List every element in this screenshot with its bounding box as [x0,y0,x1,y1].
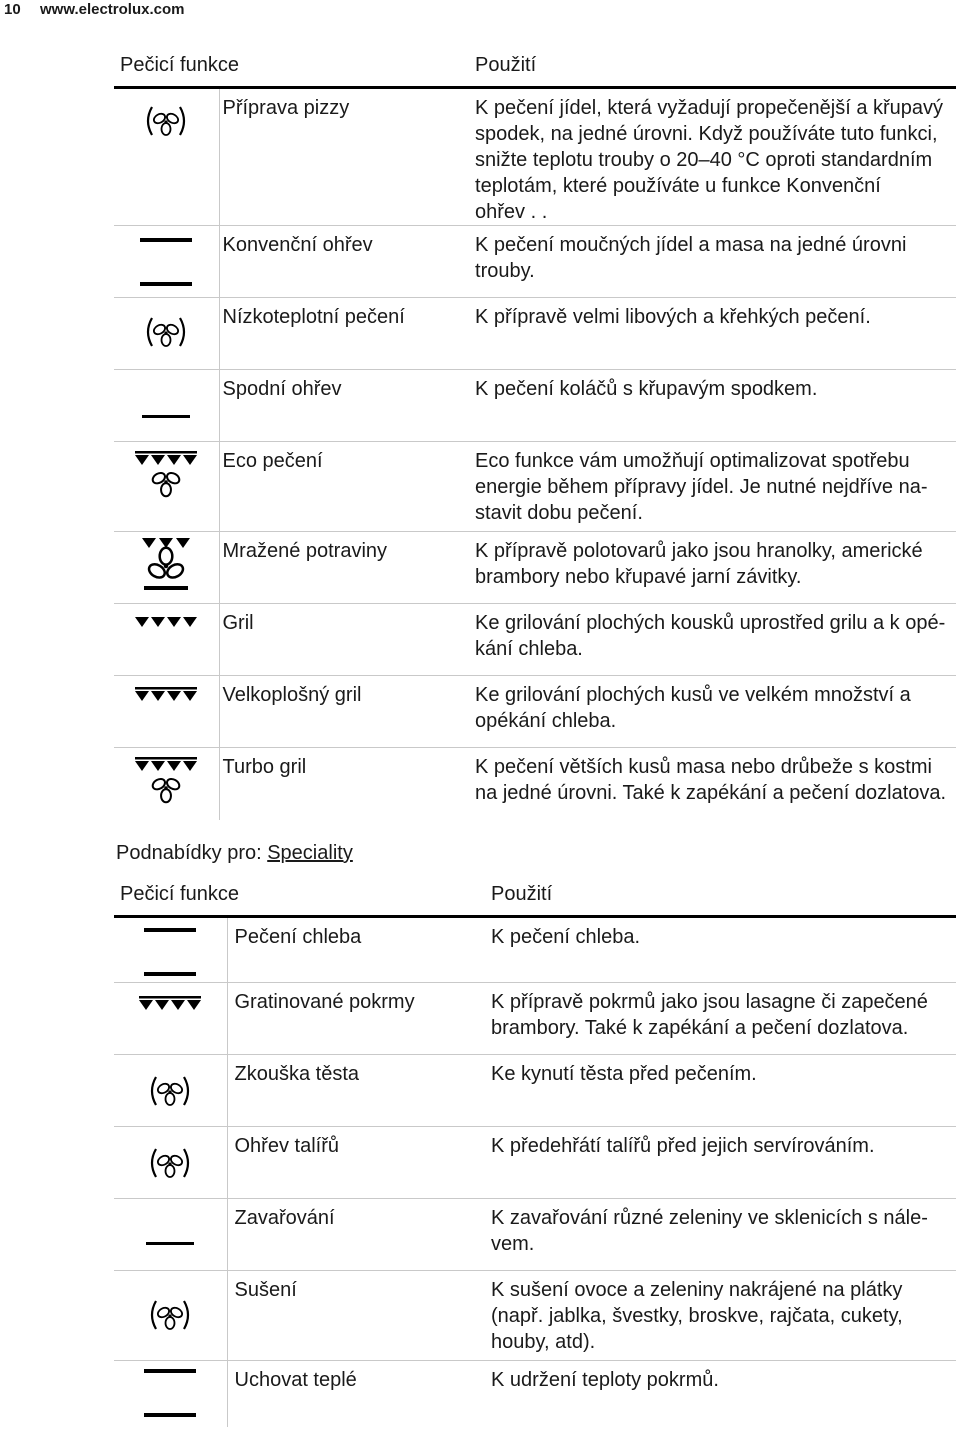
function-name: Spodní ohřev [222,378,342,400]
table-row [114,1127,956,1199]
function-name: Gratinované pokrmy [234,991,415,1013]
table-row [114,1361,956,1427]
column-header-function: Pečicí funkce [120,54,239,76]
function-name: Ohřev talířů [234,1135,339,1157]
table-row [114,370,956,442]
function-name: Příprava pizzy [222,97,350,119]
grill-fan-icon [114,450,219,500]
table-row [114,983,956,1055]
bottom-heat-icon [114,1239,227,1249]
full-grill-icon [114,995,227,1011]
bottom-heat-icon [114,412,219,422]
table-row [114,1199,956,1271]
function-name: Zavařování [234,1207,335,1229]
function-use: Ke kynutí těsta před pečením. [491,1063,757,1085]
speciality-functions-table [114,873,956,1427]
function-name: Velkoplošný gril [222,684,362,706]
function-name: Turbo gril [222,756,307,778]
function-use: K předehřátí talířů před jejich servírováním. [491,1135,875,1157]
table-row [114,532,956,604]
fan-with-ring-icon [114,314,219,350]
function-use: K udržení teploty pokrmů. [491,1369,719,1391]
top-bottom-heat-icon [114,922,227,982]
speciality-link[interactable]: Speciality [267,842,353,864]
function-use: K přípravě pokrmů jako jsou lasagne či zapečené brambory. Také k zapékání a pečení dozlatova. [491,991,928,1039]
table-row [114,676,956,748]
function-use: K pečení větších kusů masa nebo drůbeže s kostmi na jedné úrovni. Také k zapékání a pečení dozlatova. [475,756,947,804]
function-name: Mražené potraviny [222,540,388,562]
function-name: Sušení [234,1279,297,1301]
page-number: 10 [4,1,21,18]
grill-fan-icon [114,756,219,806]
table-row [114,442,956,532]
function-use: Ke grilování plochých kusů ve velkém množství a opékání chleba. [475,684,911,732]
top-bottom-heat-icon [114,1363,227,1423]
function-use: Ke grilování plochých kousků uprostřed grilu a k opé- kání chleba. [475,612,946,660]
table-row [114,1271,956,1361]
table-header-row [114,873,956,917]
function-use: K pečení chleba. [491,926,641,948]
frozen-food-icon [114,536,219,592]
function-use: K přípravě polotovarů jako jsou hranolky, americké brambory nebo křupavé jarní závitky. [475,540,923,588]
fan-with-ring-icon [114,1145,227,1181]
table-row [114,226,956,298]
table-row [114,1055,956,1127]
table-header-row [114,44,956,88]
function-use: K zavařování různé zeleniny ve sklenicích s nále- vem. [491,1207,928,1255]
full-grill-icon [114,686,219,702]
table-row [114,917,956,983]
table-row [114,604,956,676]
table-row [114,748,956,820]
fan-with-ring-icon [114,103,219,139]
grill-icon [114,616,219,628]
function-name: Zkouška těsta [234,1063,360,1085]
fan-with-ring-icon [114,1073,227,1109]
function-name: Konvenční ohřev [222,234,373,256]
table-row [114,298,956,370]
submenu-title: Podnabídky pro: Speciality [116,842,353,864]
function-use: K přípravě velmi libových a křehkých pečení. [475,306,871,328]
table-row [114,88,956,226]
function-name: Gril [222,612,254,634]
function-name: Uchovat teplé [234,1369,357,1391]
column-header-function: Pečicí funkce [120,883,239,905]
function-use: K pečení jídel, která vyžadují propečenější a křupavý spodek, na jedné úrovni. Když používáte tuto funkci, snižte teplotu trouby o 20–40 °C oproti standardním teplotám, které používáte u funkce Konvenční ohřev . . [475,97,944,223]
function-use: K sušení ovoce a zeleniny nakrájené na plátky (např. jablka, švestky, broskve, rajčata, cukety, houby, atd). [491,1279,903,1353]
function-name: Pečení chleba [234,926,362,948]
column-header-use: Použití [475,54,537,76]
page-header [0,0,960,22]
fan-with-ring-icon [114,1297,227,1333]
function-use: K pečení koláčů s křupavým spodkem. [475,378,818,400]
function-name: Eco pečení [222,450,323,472]
top-bottom-heat-icon [114,232,219,292]
function-name: Nízkoteplotní pečení [222,306,405,328]
oven-functions-table [114,44,956,820]
site-url[interactable]: www.electrolux.com [40,1,185,18]
column-header-use: Použití [491,883,553,905]
function-use: Eco funkce vám umožňují optimalizovat spotřebu energie během přípravy jídel. Je nutné nejdříve na- stavit dobu pečení. [475,450,928,524]
function-use: K pečení moučných jídel a masa na jedné úrovni trouby. [475,234,907,282]
